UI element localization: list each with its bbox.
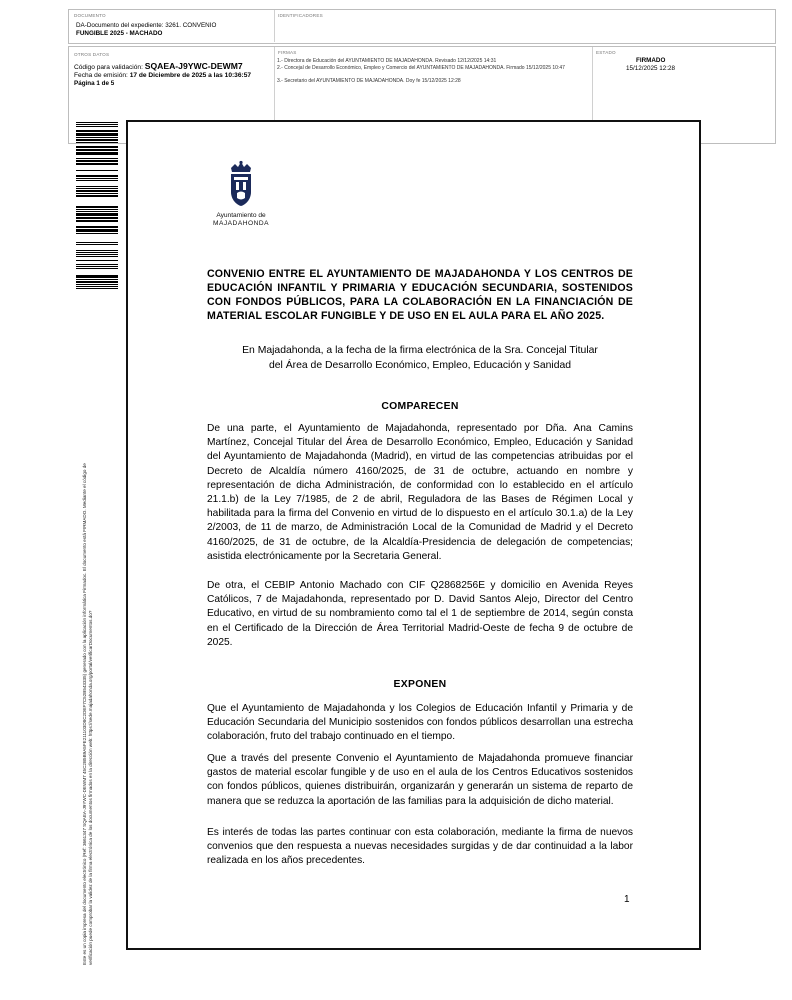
barcode-bar [76, 158, 118, 159]
comparecen-paragraph-2: De otra, el CEBIP Antonio Machado con CIF Q2868256E y domicilio en Avenida Reyes Católicos, 7 de Majadahonda, representado por D. David Santos Alejo, Director del Centro Educativo, en virtud de su nombramiento como tal el 1 de septiembre de 2014, según consta en el Certificado de la Dirección de Área Territorial Madrid-Oeste de fecha 9 de octubre de 2025. [207, 580, 633, 648]
pagina: Página 1 de 5 [74, 80, 115, 87]
page-number: 1 [624, 894, 630, 905]
barcode-bar [76, 281, 118, 283]
barcode-bar [76, 284, 118, 285]
barcode-bar [76, 226, 118, 228]
firma-2: 2.- Concejal de Desarrollo Económico, Empleo y Comercio del AYUNTAMIENTO DE MAJADAHONDA. Firmado 15/12/2025 10:47 [277, 65, 565, 71]
barcode-bar [76, 195, 118, 197]
barcode-graphic [76, 122, 118, 290]
fecha-prefix: Fecha de emisión: [74, 72, 130, 79]
barcode-bar [76, 160, 118, 162]
exponen-paragraph-3: Es interés de todas las partes continuar con esta colaboración, mediante la firma de nuevos convenios que den respuesta a nuevas necesidades surgidas y de dar continuidad a la labor realizada en los años precedentes. [207, 827, 633, 867]
codigo-validacion [74, 62, 243, 72]
documento-label: DOCUMENTO [74, 13, 106, 18]
document-page [126, 120, 701, 950]
fecha-value: 17 de Diciembre de 2025 a las 10:36:57 [129, 72, 252, 79]
barcode-bar [76, 229, 118, 232]
barcode-bar [76, 288, 118, 289]
barcode-bar [76, 124, 118, 125]
barcode-bar [76, 209, 118, 210]
estado-date: 15/12/2025 12:28 [626, 65, 676, 72]
barcode-bar [76, 260, 118, 261]
barcode-bar [76, 254, 118, 255]
fecha-emision [74, 72, 251, 80]
firmas-label: FIRMAS [278, 50, 297, 55]
barcode-bar [76, 275, 118, 278]
intro [207, 343, 633, 373]
barcode-bar [76, 180, 118, 181]
barcode-bar [76, 139, 118, 141]
barcode-bar [76, 213, 118, 216]
header-divider [274, 10, 275, 42]
firma-1: 1.- Directora de Educación del AYUNTAMIENTO DE MAJADAHONDA. Revisado 12/12/2025 14:31 [277, 58, 497, 64]
side-note-line-2: verificación puede comprobar la validez de la firma electrónica de los documentos firmados en la dirección web: https://sede.majadahonda.org/portal/verificarDocumentos.do? [88, 610, 93, 965]
barcode-bar [76, 188, 118, 189]
barcode-bar [76, 152, 118, 155]
municipality-logo [209, 160, 273, 230]
barcode-bar [76, 286, 118, 287]
barcode-bar [76, 250, 118, 251]
crest-icon [225, 160, 257, 208]
barcode-bar [76, 244, 118, 245]
barcode-bar [76, 178, 118, 179]
barcode-bar [76, 149, 118, 151]
barcode-bar [76, 252, 118, 253]
barcode-bar [76, 211, 118, 212]
comparecen-paragraph-1: De una parte, el Ayuntamiento de Majadahonda, representado por Dña. Ana Camins Martínez, Concejal Titular del Área de Desarrollo Económico, Empleo, Educación y Sanidad del Ayuntamiento de Majadahonda (Madrid), en virtud de las competencias atribuidas por el Decreto de Alcaldía número 4160/2025, de 31 de octubre, actuando en nombre y representación de dicha Administración, de conformidad con lo establecido en el artículo 21.1.b) de la Ley 7/1985, de 2 de abril, Reguladora de las Bases de Régimen Local y habilitada para la firma del Convenio en virtud de lo dispuesto en el artículo 30.1.a) de la Ley 2/2003, de 11 de marzo, de Administración Local de la Comunidad de Madrid y el Decreto 4160/2025, de 31 de octubre, de la Alcaldía-Presidencia de delegación de competencias; asistida electrónicamente por la Secretaria General. [207, 423, 633, 562]
logo-line-1: Ayuntamiento de [216, 212, 266, 219]
exponen-paragraph-2: Que a través del presente Convenio el Ayuntamiento de Majadahonda promueve financiar gastos de material escolar fungible y de uso en el aula de los Centros Educativos sostenidos con fondos públicos, quienes distribuirán, organizarán y generarán un sistema de reparto de manera que se reduzca la aportación de las familias para la adquisición de dicho material. [207, 753, 633, 807]
intro-line-2: del Área de Desarrollo Económico, Empleo, Educación y Sanidad [268, 360, 572, 371]
barcode-bar [76, 217, 118, 219]
barcode-bar [76, 186, 118, 187]
barcode-bar [76, 122, 118, 123]
logo-line-2: MAJADAHONDA [212, 220, 270, 227]
barcode-bar [76, 142, 118, 143]
barcode-bar [76, 220, 118, 222]
exponen-heading: EXPONEN [393, 679, 447, 690]
exponen-paragraph-1: Que el Ayuntamiento de Majadahonda y los Colegios de Educación Infantil y Primaria y de Educación Secundaria del Municipio sostenidos con fondos públicos desarrollan una estrecha colaboración, fruto del trabajo continuado en el tiempo. [207, 703, 633, 743]
barcode-bar [76, 279, 118, 280]
barcode-bar [76, 190, 118, 192]
firma-3: 3.- Secretario del AYUNTAMIENTO DE MAJADAHONDA. Doy fe 15/12/2025 12:28 [277, 78, 461, 84]
intro-line-1: En Majadahonda, a la fecha de la firma electrónica de la Sra. Concejal Titular [242, 345, 598, 356]
barcode-bar [76, 126, 118, 127]
barcode-bar [76, 193, 118, 194]
side-verification-note [82, 295, 94, 965]
codigo-value: SQAEA-J9YWC-DEWM7 [144, 61, 243, 71]
barcode-bar [76, 133, 118, 136]
side-note-line-1: Este es un copia impresa del documento electrónico (Ref: 3661347 SQAEA-J9YWC-DEWM7 45C2B5B9A5FE211103D8C2DEF7C52B543335) generado con la aplicación informática Firmadoc. El documento está FIRMADO. Mediante el código de [82, 463, 87, 965]
barcode-bar [76, 175, 118, 177]
identificadores-label: IDENTIFICADORES [278, 13, 323, 18]
estado-label: ESTADO [596, 50, 616, 55]
barcode-bar [76, 266, 118, 267]
barcode-bar [76, 137, 118, 138]
barcode-bar [76, 206, 118, 208]
documento-line-2: FUNGIBLE 2025 - MACHADO [76, 30, 163, 37]
barcode-bar [76, 170, 118, 171]
barcode-bar [76, 264, 118, 265]
barcode-bar [76, 256, 118, 257]
estado-value: FIRMADO [636, 57, 666, 64]
barcode-bar [76, 268, 118, 269]
document-title: CONVENIO ENTRE EL AYUNTAMIENTO DE MAJADAHONDA Y LOS CENTROS DE EDUCACIÓN INFANTIL Y PRIMARIA Y EDUCACIÓN SECUNDARIA, SOSTENIDOS CON FONDOS PÚBLICOS, PARA LA COLABORACIÓN EN LA FINANCIACIÓN DE MATERIAL ESCOLAR FUNGIBLE Y DE USO EN EL AULA PARA EL AÑO 2025. [207, 268, 633, 322]
otros-datos-label: OTROS DATOS [74, 52, 110, 57]
documento-line-1: DA-Documento del expediente: 3261. CONVENIO [76, 22, 217, 29]
barcode-bar [76, 146, 118, 148]
barcode-bar [76, 130, 118, 132]
barcode-bar [76, 233, 118, 234]
codigo-prefix: Código para validación: [74, 64, 145, 71]
barcode-bar [76, 242, 118, 243]
barcode-bar [76, 163, 118, 165]
comparecen-heading: COMPARECEN [381, 401, 459, 412]
